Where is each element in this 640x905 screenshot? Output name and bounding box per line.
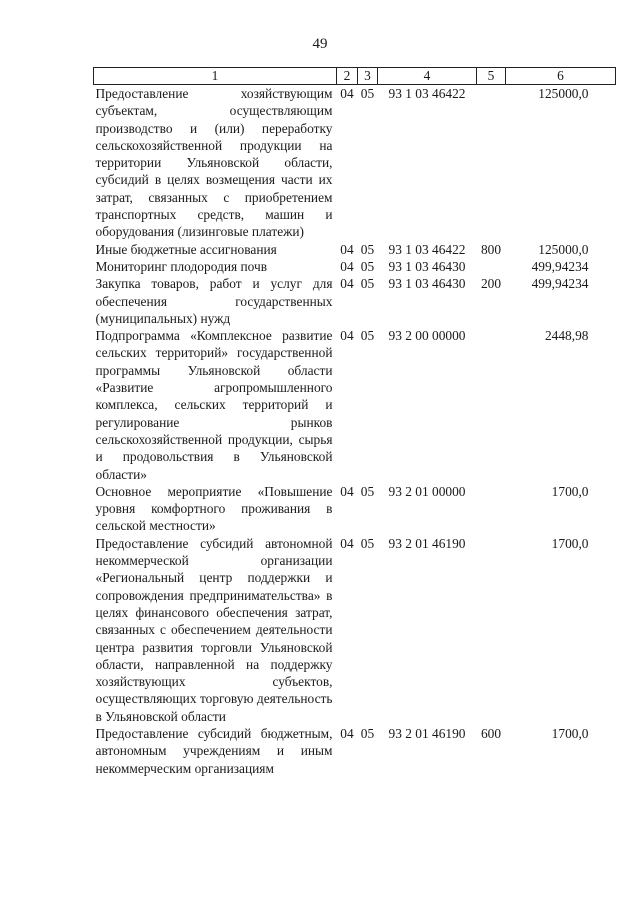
row-expense-type: 800 — [480, 241, 502, 257]
row-subsection: 05 — [360, 241, 375, 257]
page-number: 49 — [312, 36, 328, 52]
row-target-code: 93 2 01 46190 — [388, 725, 466, 741]
table-row — [94, 85, 616, 241]
row-target-code: 93 2 01 00000 — [388, 483, 466, 499]
table-row — [94, 275, 616, 327]
row-subsection: 05 — [360, 86, 375, 101]
row-amount: 125000,0 — [538, 86, 589, 101]
header-col-4: 4 — [378, 68, 477, 85]
row-target-code: 93 1 03 46430 — [388, 258, 466, 274]
row-subsection: 05 — [360, 276, 375, 292]
table-header — [94, 68, 616, 85]
row-target-code: 93 2 00 00000 — [388, 328, 466, 344]
row-amount: 1700,0 — [551, 483, 589, 499]
row-subsection: 05 — [360, 483, 375, 499]
row-target-code: 93 1 03 46422 — [388, 86, 466, 101]
header-col-1: 1 — [94, 68, 337, 85]
row-name: Иные бюджетные ассигнования — [95, 241, 277, 257]
row-name: Подпрограмма «Комплексное развитие сельских территорий» государственной программы Ульяновской области «Развитие агропромышленного комплекса, сельских территорий и регулирование рынков сельскохозяйственной продукции, сырья и продовольствия в Ульяновской области» — [95, 328, 333, 482]
table-row — [94, 725, 616, 777]
row-section: 04 — [340, 241, 354, 257]
row-section: 04 — [340, 86, 354, 101]
table-header-row — [94, 68, 616, 85]
row-expense-type — [477, 535, 506, 725]
row-section: 04 — [340, 725, 354, 741]
row-expense-type: 200 — [480, 276, 502, 292]
row-subsection: 05 — [360, 535, 375, 551]
row-subsection: 05 — [360, 258, 375, 274]
header-col-6: 6 — [506, 68, 616, 85]
table-row — [94, 241, 616, 258]
table-row — [94, 483, 616, 535]
table-row — [94, 327, 616, 483]
row-amount: 499,94234 — [531, 258, 589, 274]
row-expense-type — [477, 258, 506, 275]
row-name: Предоставление субсидий автономной некоммерческой организации «Региональный центр поддержки и сопровождения предпринимательства» в целях финансового обеспечения затрат, связанных с обеспечением деятельности центра развития торговли Ульяновской области, направленной на поддержку хозяйствующих субъектов, осуществляющих торговую деятельность в Ульяновской области — [95, 535, 333, 724]
row-target-code: 93 1 03 46430 — [388, 276, 466, 292]
table-row — [94, 535, 616, 725]
header-col-5: 5 — [477, 68, 506, 85]
header-col-3: 3 — [358, 68, 378, 85]
row-name: Мониторинг плодородия почв — [95, 258, 268, 274]
row-subsection: 05 — [360, 328, 375, 344]
row-target-code: 93 2 01 46190 — [388, 535, 466, 551]
row-amount: 1700,0 — [551, 725, 589, 741]
row-expense-type — [477, 327, 506, 483]
row-section: 04 — [340, 276, 354, 292]
row-name: Предоставление субсидий бюджетным, автономным учреждениям и иным некоммерческим организациям — [95, 725, 333, 776]
row-expense-type — [477, 483, 506, 535]
budget-table — [93, 67, 616, 777]
table-row — [94, 258, 616, 275]
row-section: 04 — [340, 328, 354, 344]
row-name: Закупка товаров, работ и услуг для обеспечения государственных (муниципальных) нужд — [95, 276, 333, 326]
row-section: 04 — [340, 535, 354, 551]
row-expense-type: 600 — [480, 725, 502, 741]
row-amount: 125000,0 — [538, 241, 589, 257]
table-body — [94, 85, 616, 777]
row-name: Основное мероприятие «Повышение уровня комфортного проживания в сельской местности» — [95, 483, 333, 534]
row-expense-type — [477, 85, 506, 241]
row-amount: 499,94234 — [531, 276, 589, 292]
row-section: 04 — [340, 483, 354, 499]
row-section: 04 — [340, 258, 354, 274]
row-target-code: 93 1 03 46422 — [388, 241, 466, 257]
row-amount: 1700,0 — [551, 535, 589, 551]
row-subsection: 05 — [360, 725, 375, 741]
row-amount: 2448,98 — [544, 328, 589, 344]
header-col-2: 2 — [337, 68, 358, 85]
row-name: Предоставление хозяйствующим субъектам, осуществляющим производство и (или) переработку сельскохозяйственной продукции на территории Ульяновской области, субсидий в целях возмещения части их затрат, связанных с приобретением транспортных средств, машин и оборудования (лизинговые платежи) — [95, 86, 333, 240]
